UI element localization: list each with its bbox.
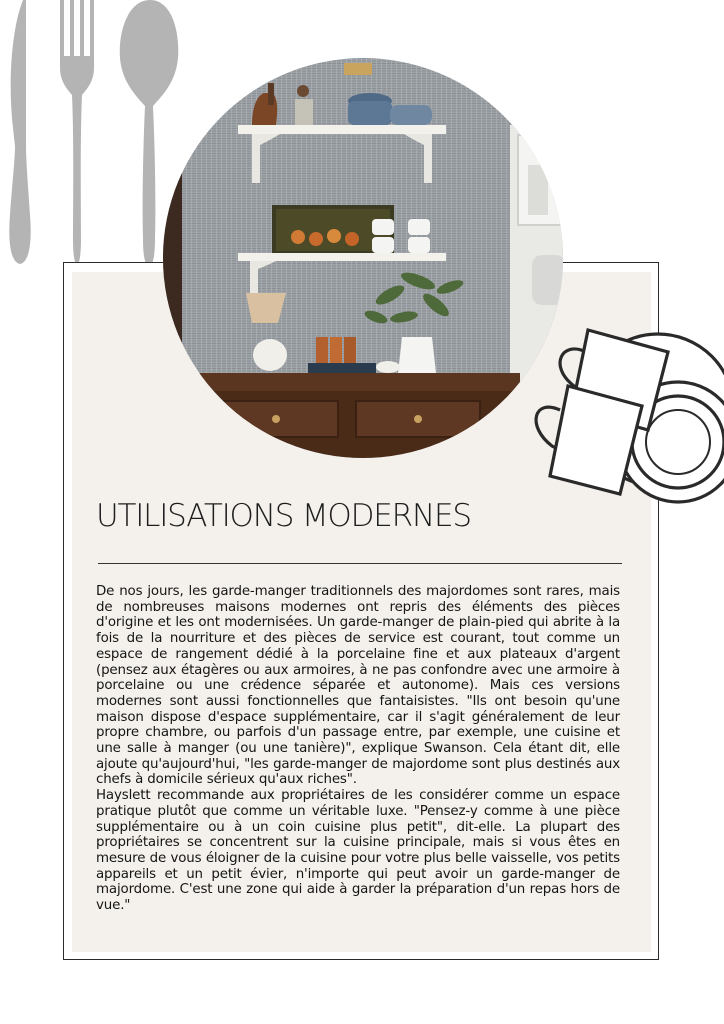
section-title: UTILISATIONS MODERNES — [96, 498, 471, 534]
fork-icon — [60, 0, 94, 265]
paragraph-1: De nos jours, les garde-manger traditionnels des majordomes sont rares, mais de nombreuses maisons modernes ont repris des éléments des pièces d'origine et les ont modernisées. Un garde-manger de plain-pied qui abrite à la fois de la nourriture et des pièces de service est courant, tout comme un espace de rangement dédié à la porcelaine fine et aux plateaux d'argent (pensez aux étagères ou aux armoires, à ne pas confondre avec une armoire à porcelaine ou une crédence séparée et autonome). Mais ces versions modernes sont aussi fonctionnelles que fantaisistes. "Ils ont besoin qu'une maison dispose d'espace supplémentaire, car il s'agit généralement de leur propre chambre, ou parfois d'un passage entre, par exemple, une cuisine et une salle à manger (ou une tanière)", explique Swanson. Cela étant dit, elle ajoute qu'aujourd'hui, "les garde-manger de majordome sont plus destinés aux chefs à domicile sérieux qu'aux riches". — [96, 584, 620, 788]
article-body — [96, 584, 620, 914]
kitchen-photo — [160, 55, 566, 461]
knife-icon — [9, 0, 30, 264]
title-divider — [98, 563, 622, 564]
paragraph-2: Hayslett recommande aux propriétaires de les considérer comme un espace pratique plutôt que comme un véritable luxe. "Pensez-y comme à une pièce supplémentaire ou à un coin cuisine plus petit", dit-elle. La plupart des propriétaires se concentrent sur la cuisine principale, mais si vous êtes en mesure de vous éloigner de la cuisine pour votre plus belle vaisselle, vos petits appareils et un petit évier, n'importe qui peut avoir un garde-manger de majordome. C'est une zone qui aide à garder la préparation d'un repas hors de vue." — [96, 788, 620, 914]
